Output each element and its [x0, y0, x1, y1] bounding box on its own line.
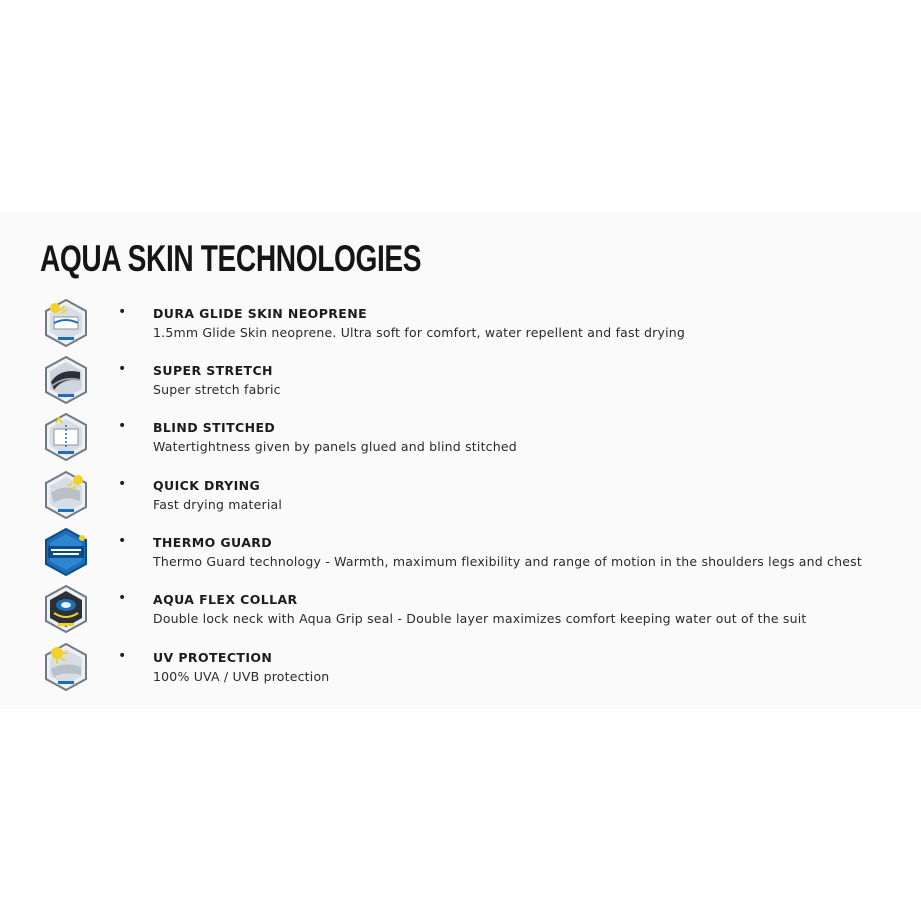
feature-description: Thermo Guard technology - Warmth, maximum flexibility and range of motion in the shoulders legs and chest — [153, 554, 862, 569]
bullet: • — [118, 418, 127, 434]
feature-title: UV PROTECTION — [153, 650, 273, 665]
thermo-guard-icon — [42, 526, 90, 578]
bullet: • — [118, 533, 127, 549]
feature-item-thermo-guard — [0, 535, 921, 585]
bullet: • — [118, 361, 127, 377]
feature-description: Double lock neck with Aqua Grip seal - Double layer maximizes comfort keeping water out of the suit — [153, 611, 807, 626]
feature-item-blind-stitched — [0, 420, 921, 470]
aqua-flex-collar-icon — [42, 583, 90, 635]
feature-title: SUPER STRETCH — [153, 363, 273, 378]
feature-title: DURA GLIDE SKIN NEOPRENE — [153, 306, 368, 321]
bullet: • — [118, 590, 127, 606]
blind-stitched-icon — [42, 411, 90, 463]
feature-description: Fast drying material — [153, 497, 283, 512]
uv-protection-icon — [42, 641, 90, 693]
feature-item-dura-glide — [0, 306, 921, 356]
bullet: • — [118, 648, 127, 664]
quick-drying-icon — [42, 469, 90, 521]
feature-description: 1.5mm Glide Skin neoprene. Ultra soft for comfort, water repellent and fast drying — [153, 325, 686, 340]
feature-item-aqua-flex-collar — [0, 592, 921, 642]
feature-description: Super stretch fabric — [153, 382, 281, 397]
page-title: AQUA SKIN TECHNOLOGIES — [40, 238, 422, 279]
dura-glide-icon — [42, 297, 90, 349]
feature-title: AQUA FLEX COLLAR — [153, 592, 298, 607]
super-stretch-icon — [42, 354, 90, 406]
feature-title: BLIND STITCHED — [153, 420, 276, 435]
feature-title: QUICK DRYING — [153, 478, 261, 493]
feature-description: 100% UVA / UVB protection — [153, 669, 330, 684]
bullet: • — [118, 476, 127, 492]
feature-title: THERMO GUARD — [153, 535, 273, 550]
feature-item-super-stretch — [0, 363, 921, 413]
bullet: • — [118, 304, 127, 320]
feature-description: Watertightness given by panels glued and blind stitched — [153, 439, 517, 454]
feature-item-uv-protection — [0, 650, 921, 700]
feature-item-quick-drying — [0, 478, 921, 528]
